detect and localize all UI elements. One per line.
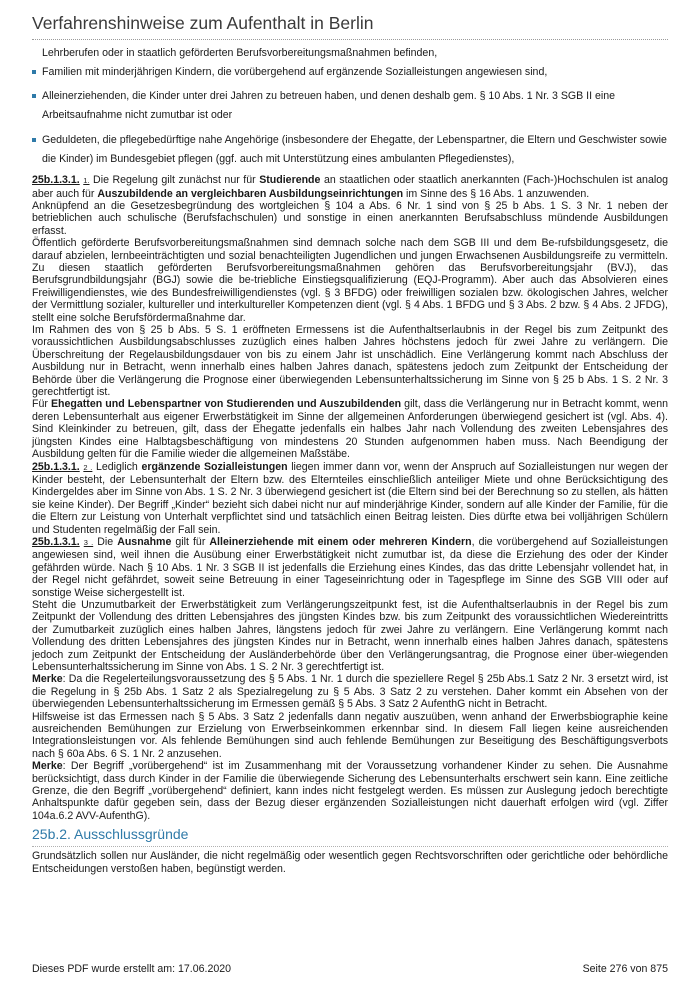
text: liegen immer dann vor, wenn der Anspruch auf Sozialleistungen nur wegen der Kinder besteht, der Lebensunterhalt der Eltern bzw. des Elternteiles einschließlich anteiliger Miete und ohne Berücksichtigung des Kindergeldes aber im Sinne von Abs. 1 S. 2 Nr. 3 überwiegend gesichert ist (die Eltern sind bei der Berechnung so zu stellen, als hätten sie keine Kinder). Der Begriff „Kinder“ bezieht sich dabei nicht nur auf minderjährige Kinder, sondern auf alle Kinder der Familie, für die die Eltern zur Leistung von Unterhalt verpflichtet sind und tatsächlich einen Beitrag leisten. Dies dürfte etwa bei volljährigen Schülern und Studenten regelmäßig der Fall sein. xyxy=(32,460,669,536)
text: : Da die Regelerteilungsvoraussetzung des § 5 Abs. 1 Nr. 1 durch die speziellere Regel § 25b Abs.1 Satz 2 Nr. 3 ersetzt wird, ist die Regelung in § 25b Abs. 1 Satz 2 als Spezialregelung zu § 5 Abs. 3 Satz 2 zu verstehen. Daher kommt ein Absehen von der überwiegenden Lebensunterhaltssicherung im Ermessen gemäß § 5 Abs. 3 Satz 2 AufenthG nicht in Betracht. xyxy=(32,673,668,711)
emphasis: Alleinerziehende mit einem oder mehreren Kindern xyxy=(209,535,472,548)
text: Lediglich xyxy=(92,460,142,473)
bullet-icon xyxy=(32,138,36,142)
emphasis: Ausnahme xyxy=(117,535,172,548)
emphasis: Studierende xyxy=(259,174,321,187)
list-item xyxy=(32,87,668,125)
paragraph-hilfsweise: Hilfsweise ist das Ermessen nach § 5 Abs. 3 Satz 2 jedenfalls dann negativ auszuüben, wenn anhand der Erwerbsbiographie keine ausreichenden Bemühungen zur Erzielung von Erwerbseinkommen erkennbar sind. In diesem Fall liegen keine ausreichenden Integrationsleistungen vor. Als fehlende Bemühungen sind auch fehlende Bemühungen zur Beseitigung des Beschäftigungsverbots nach § 60a Abs. 6 S. 1 Nr. 2 anzusehen. xyxy=(32,710,668,760)
text: , die vorübergehend auf Sozialleistungen angewiesen sind, weil ihnen die Ausübung einer Erwerbstätigkeit nicht zumutbar ist, da diese die Erziehung des oder der Kinder gefährden würde. Nach § 10 Abs. 1 Nr. 3 SGB II ist jedenfalls die Erziehung eines Kindes, das das dritte Lebensjahr vollendet hat, in der Regel nicht gefährdet, soweit seine Betreuung in einer Tageseinrichtung oder in Tagespflege im Sinne des SGB VIII oder auf sonstige Weise sichergestellt ist. xyxy=(32,535,668,599)
page-title: Verfahrenshinweise zum Aufenthalt in Berlin xyxy=(32,13,374,33)
page-header xyxy=(32,9,668,40)
paragraph-berufsvorbereitung: Öffentlich geförderte Berufsvorbereitungsmaßnahmen sind demnach solche nach dem SGB III und dem Be-rufsbildungsgesetz, die darauf abzielen, lernbeeinträchtigten und sozial benachteiligten Jugendlichen und jungen Erwachsenen Ausbildungsreife zu vermitteln. Zu diesen staatlich geförderten Berufsvorbereitungsmaßnahmen gehören das Berufsvorbereitungsjahr (BVJ), das Berufsgrundbildungsjahr (BGJ) sowie die be-triebliche Einstiegsqualifizierung (EQJ-Programm). Aber auch das Absolvieren eines Freiwilligendienstes, wie des Bundesfreiwilligendienstes (vgl. § 3 BFDG) oder freiwilligen sozialen bzw. ökologischen Jahres, welcher der Vermittlung sozialer, kultureller und interkultureller Kompetenzen dient (vgl. § 4 Abs. 1 BFDG und § 3 Abs. 2 bzw. § 4 Abs. 2 JFDG), stellt eine solche Berufsfördermaßnahme dar. xyxy=(32,237,668,324)
text: gilt, dass die Verlängerung nur in Betracht kommt, wenn deren Lebensunterhalt aus eigener Erwerbstätigkeit im Sinne der allgemeinen Anforderungen überwiegend gesichert ist (vgl. Abs. 4). Sind Kleinkinder zu betreuen, gilt, dass der Ehegatte jedenfalls ein halbes Jahr nach Vollendung des zweiten Lebensjahres des jüngsten Kindes eine Halbtagsbeschäftigung von mindestens 20 Stunden aufgenommen haben muss. Nach Beendigung der Ausbildung gelten für die Familie wieder die allgemeinen Maßstäbe. xyxy=(32,398,668,461)
paragraph-alleinerziehende xyxy=(32,536,668,599)
text: Für xyxy=(32,398,51,411)
paragraph-studierende xyxy=(32,174,668,200)
paragraph-anknuepfend: Anknüpfend an die Gesetzesbegründung des wortgleichen § 104 a Abs. 6 Nr. 1 sind von § 25 b Abs. 1 S. 3 Nr. 1 neben der betrieblichen auch schulische (Berufsfachschulen) und sonstige in einen anerkannten Berufsabschluss mündende Ausbildungen erfasst. xyxy=(32,199,668,237)
section-reference: 25b.1.3.1. xyxy=(32,535,80,548)
emphasis: Ehegatten und Lebenspartner von Studierenden und Auszubildenden xyxy=(50,398,402,411)
paragraph-sozialleistungen xyxy=(32,461,668,536)
emphasis: ergänzende Sozialleistungen xyxy=(141,460,288,473)
created-date: Dieses PDF wurde erstellt am: 17.06.2020 xyxy=(32,963,232,975)
document-body xyxy=(32,44,668,875)
bullet-icon xyxy=(32,94,36,98)
text: im Sinne des § 16 Abs. 1 anzuwenden. xyxy=(403,187,590,200)
merke-label: Merke xyxy=(32,673,63,686)
text: Die xyxy=(93,535,118,548)
text: : Der Begriff „vorübergehend“ ist im Zusammenhang mit der Voraussetzung vorhandener Kinder zu sehen. Die Ausnahme berücksichtigt, dass durch Kinder in der Familie die überwiegende Sicherung des Lebensunterhalts erschwert sein kann. Eine zeitliche Grenze, die den Begriff „vorübergehend“ definiert, kann indes nicht festgelegt werden. Es müssen zur Auslegung jedoch berechtigte Anhaltspunkte dafür gegeben sein, dass der Bezug dieser ergänzenden Sozialleistungen nicht dauerhaft erfolgen wird (vgl. Ziffer 104a.6.2 AVV-AufenthG). xyxy=(32,760,668,822)
paragraph-ehegatten xyxy=(32,398,668,460)
list-item-continuation xyxy=(32,44,668,63)
page-footer xyxy=(32,963,668,975)
text: an staatlichen oder staatlich anerkannten (Fach-)Hochschulen ist analog aber auch für xyxy=(32,174,668,200)
subsection-number: 1. xyxy=(83,176,90,186)
paragraph-merke-1 xyxy=(32,673,668,710)
paragraph-grundsaetzlich: Grundsätzlich sollen nur Ausländer, die nicht regelmäßig oder wesentlich gegen Rechtsvorschriften oder gerichtliche oder behördliche Entscheidungen verstoßen haben, begünstigt werden. xyxy=(32,850,668,875)
list-item xyxy=(32,63,668,82)
subsection-number: 2 . xyxy=(83,462,93,472)
text: gilt für xyxy=(171,535,210,548)
section-heading: 25b.2. Ausschlussgründe xyxy=(32,824,668,847)
paragraph-ermessen: Im Rahmen des von § 25 b Abs. 5 S. 1 eröffneten Ermessens ist die Aufenthaltserlaubnis in der Regel bis zum Zeitpunkt des voraussichtlichen Ausbildungsabschlusses zuzüglich eines halben Jahres höchstens jedoch für zwei Jahre zu verlängern. Die Überschreitung der Regelausbildungsdauer von bis zu einem Jahr ist unschädlich. Eine Verlängerung kommt nach Abschluss der Ausbildung nur in Betracht, wenn innerhalb eines halben Jahres danach, spätestens jedoch zum Zeitpunkt der Entscheidung der Behörde über die Verlängerung die Prognose einer überwiegenden Lebensunterhaltssicherung im Sinne von § 25 b Abs. 1 S. 2 Nr. 3 gerechtfertigt ist. xyxy=(32,324,668,399)
page-number: Seite 276 von 875 xyxy=(582,963,668,975)
list-item-text: Lehrberufen oder in staatlich geförderten Berufsvorbereitungsmaßnahmen befinden, xyxy=(42,47,438,59)
emphasis: Auszubildende an vergleichbaren Ausbildungseinrichtungen xyxy=(97,187,404,200)
subsection-number: 3 . xyxy=(83,537,94,547)
list-item-text: Familien mit minderjährigen Kindern, die vorübergehend auf ergänzende Sozialleistungen angewiesen sind, xyxy=(42,66,548,78)
paragraph-unzumutbarkeit: Steht die Unzumutbarkeit der Erwerbstätigkeit zum Verlängerungszeitpunkt fest, ist die Aufenthaltserlaubnis in der Regel bis zum Zeitpunkt der Vollendung des dritten Lebensjahres des jüngsten Kindes bzw. bis zum Zeitpunkt des voraussichtlichen Wiedereintritts der Zumutbarkeit zuzüglich eines halben Jahres, längstens jedoch für zwei Jahre zu verlängern. Eine Verlängerung kommt nach Vollendung des dritten Lebensjahres des jüngsten Kindes nur in Betracht, wenn innerhalb eines halben Jahres danach, spätestens jedoch zum Zeitpunkt der Entscheidung der Ausländerbehörde über den Verlängerungsantrag, die Prognose einer über-wiegenden Lebensunterhaltssicherung im Sinne von Abs. 1 S. 2 Nr. 3 gerechtfertigt ist. xyxy=(32,598,668,674)
bullet-icon xyxy=(32,70,36,74)
section-reference: 25b.1.3.1. xyxy=(32,460,80,473)
list-item xyxy=(32,131,668,169)
list-item-text: Geduldeten, die pflegebedürftige nahe Angehörige (insbesondere der Ehegatte, der Lebenspartner, die Eltern und Geschwister sowie die Kinder) im Bundesgebiet pflegen (ggf. auch mit Unterstützung eines ambulanten Pflegedienstes), xyxy=(42,133,667,165)
section-reference: 25b.1.3.1. xyxy=(32,174,80,187)
merke-label: Merke xyxy=(32,760,63,773)
list-item-text: Alleinerziehenden, die Kinder unter drei Jahren zu betreuen haben, und denen deshalb gem. § 10 Abs. 1 Nr. 3 SGB II eine Arbeitsaufnahme nicht zumutbar ist oder xyxy=(42,90,616,122)
text: Die Regelung gilt zunächst nur für xyxy=(89,174,260,187)
paragraph-merke-2 xyxy=(32,760,668,822)
